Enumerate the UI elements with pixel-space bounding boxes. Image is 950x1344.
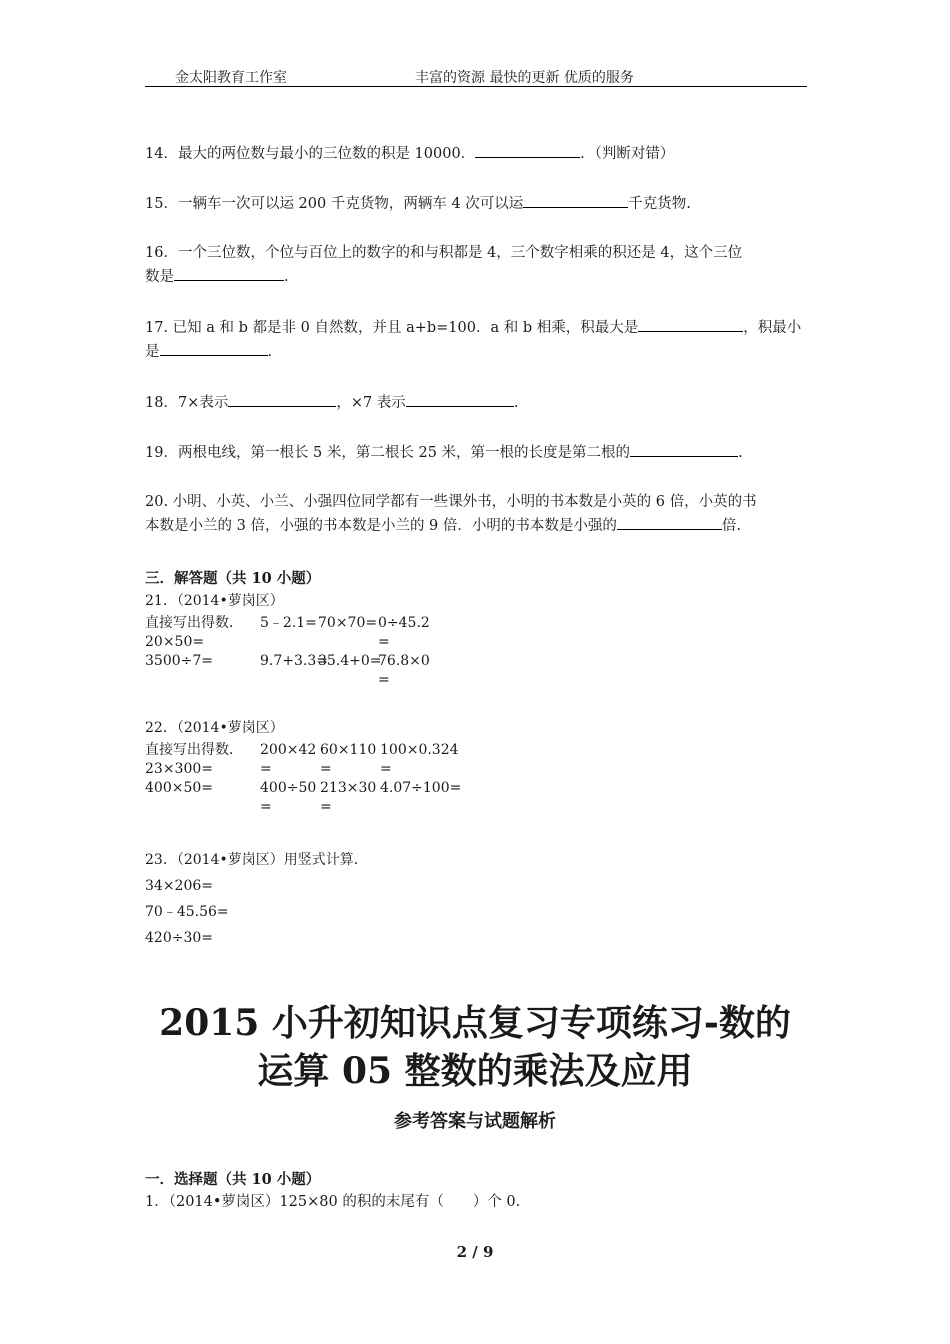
q20-line1: 20. 小明、小英、小兰、小强四位同学都有一些课外书，小明的书本数是小英的 6 倍，小英的书 <box>145 494 757 510</box>
q17-text-end: . <box>267 344 273 360</box>
section-3-heading: 三．解答题（共 10 小题） <box>145 570 321 587</box>
q14-text-end: ．（判断对错） <box>580 146 675 162</box>
q20-text-end: 倍. <box>721 518 741 534</box>
question-16 <box>145 241 742 289</box>
document-title-line1: 2015 小升初知识点复习专项练习-数的 <box>159 1002 791 1044</box>
question-23 <box>145 847 368 951</box>
q21-item: 0÷45.2 <box>378 615 430 631</box>
q20-line2 <box>145 514 757 538</box>
q21-item: = <box>378 672 390 688</box>
q21-item: 20×50= <box>145 634 205 650</box>
q21-item: 35.4+0= <box>318 653 382 669</box>
q22-item: = <box>260 799 272 815</box>
header-divider <box>145 86 807 87</box>
q17-blank-2 <box>160 341 268 356</box>
q14-text: 14．最大的两位数与最小的三位数的积是 10000． <box>145 146 476 162</box>
q22-head: 22．（2014•萝岗区） <box>145 720 284 736</box>
document-subtitle: 参考答案与试题解析 <box>394 1111 556 1132</box>
question-15 <box>145 192 691 216</box>
q23-item: 70﹣45.56= <box>145 904 229 920</box>
q18-text-mid: ，×7 表示 <box>336 395 406 411</box>
document-title-line2: 运算 05 整数的乘法及应用 <box>257 1050 693 1092</box>
q20-text: 本数是小兰的 3 倍，小强的书本数是小兰的 9 倍．小明的书本数是小强的 <box>145 518 617 534</box>
q22-item: 213×30 <box>320 780 377 796</box>
question-18 <box>145 391 518 415</box>
q22-item: 23×300= <box>145 761 213 777</box>
q22-col3 <box>320 741 376 817</box>
q19-text-end: . <box>738 445 743 461</box>
header-right: 丰富的资源 最快的更新 优质的服务 <box>415 70 634 86</box>
q22-item: 60×110 <box>320 742 377 758</box>
q15-text-end: 千克货物. <box>628 196 691 212</box>
q22-instruction: 直接写出得数． <box>145 742 243 758</box>
q16-text: 数是 <box>145 269 174 285</box>
q22-col4 <box>380 741 461 798</box>
q16-text-end: . <box>284 269 289 285</box>
q21-head: 21．（2014•萝岗区） <box>145 593 284 609</box>
q16-blank <box>174 266 284 281</box>
q21-col1 <box>145 614 243 671</box>
q15-blank <box>523 193 628 208</box>
q21-item <box>318 633 382 652</box>
q23-item: 420÷30= <box>145 930 213 946</box>
q18-text-end: . <box>513 395 519 411</box>
q17-line2 <box>145 340 801 364</box>
q20-blank <box>617 515 722 530</box>
q22-item: = <box>260 761 272 777</box>
question-20 <box>145 490 757 538</box>
q21-item: 9.7+3.3= <box>260 653 328 669</box>
q17-text: 17. 已知 a 和 b 都是非 0 自然数，并且 a+b=100．a 和 b 相乘，积最大是 <box>145 320 639 336</box>
q21-instruction: 直接写出得数． <box>145 615 243 631</box>
q16-line1: 16．一个三位数，个位与百位上的数字的和与积都是 4，三个数字相乘的积还是 4，这个三位 <box>145 245 743 261</box>
q22-item: 100×0.324 <box>380 742 459 758</box>
q16-line2 <box>145 265 742 289</box>
q22-col2 <box>260 741 316 817</box>
q22-item: 4.07÷100= <box>380 780 462 796</box>
q18-text: 18．7×表示 <box>145 395 229 411</box>
q22-col1 <box>145 741 243 798</box>
q21-item: 76.8×0 <box>378 653 430 669</box>
q19-blank <box>630 442 738 457</box>
q21-col4 <box>378 614 430 690</box>
q22-item: = <box>380 761 392 777</box>
page-number: 2 / 9 <box>456 1243 494 1261</box>
q17-text-mid: ，积最小 <box>743 320 802 336</box>
q22-item: 400×50= <box>145 780 213 796</box>
question-1: 1．（2014•萝岗区）125×80 的积的末尾有（ ）个 0. <box>145 1194 521 1210</box>
q22-item: = <box>320 761 332 777</box>
q19-text: 19．两根电线，第一根长 5 米，第二根长 25 米，第一根的长度是第二根的 <box>145 445 631 461</box>
q15-text: 15．一辆车一次可以运 200 千克货物，两辆车 4 次可以运 <box>145 196 524 212</box>
section-1-heading: 一．选择题（共 10 小题） <box>145 1171 321 1188</box>
q18-blank-1 <box>228 392 336 407</box>
q17-line1 <box>145 316 801 340</box>
q21-item: 3500÷7= <box>145 653 213 669</box>
q21-col3 <box>318 614 382 671</box>
q22-item: 400÷50 <box>260 780 317 796</box>
q18-blank-2 <box>406 392 514 407</box>
q17-text-2: 是 <box>145 344 160 360</box>
q22-item: 200×42 <box>260 742 317 758</box>
header-left: 金太阳教育工作室 <box>175 70 287 86</box>
q23-head: 23．（2014•萝岗区）用竖式计算． <box>145 852 368 868</box>
q17-blank-1 <box>638 317 743 332</box>
question-14 <box>145 142 674 166</box>
q21-item: = <box>378 634 390 650</box>
question-19 <box>145 441 743 465</box>
q22-item: = <box>320 799 332 815</box>
q23-item: 34×206= <box>145 878 213 894</box>
q21-item: 70×70= <box>318 615 378 631</box>
q14-blank <box>475 143 580 158</box>
q21-item: 5﹣2.1= <box>260 615 317 631</box>
question-17 <box>145 316 801 364</box>
